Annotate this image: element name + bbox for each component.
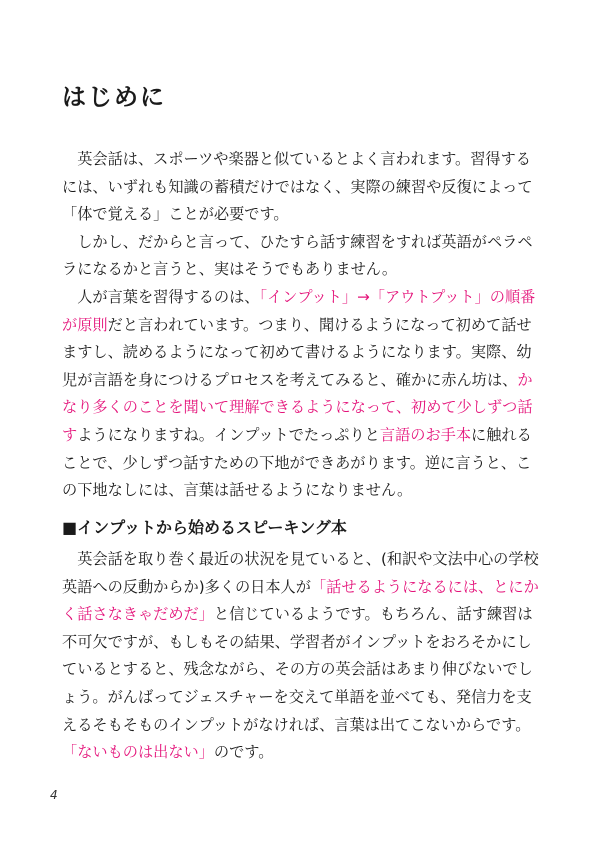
- text-segment: と信じているようです。もちろん、話す練習は不可欠ですが、もしもその結果、学習者がインプットをおろそかにしているとすると、残念ながら、その方の英会話はあまり伸びないでしょう。がんばってジェスチャーを交えて単語を並べても、発信力を支えるそもそものインプットがなければ、言葉は出てこないからです。: [62, 605, 533, 734]
- intro-paragraph-2: しかし、だからと言って、ひたすら話す練習をすれば英語がペラペラになるかと言うと、実はそうでもありません。: [62, 232, 533, 279]
- intro-paragraph-3: [62, 284, 542, 505]
- intro-text: [62, 146, 542, 505]
- highlight-language-model: 言語のお手本: [379, 425, 471, 444]
- page-number: 4: [50, 788, 58, 802]
- text-segment: のです。: [213, 743, 274, 762]
- page-title: はじめに: [62, 83, 166, 111]
- text-segment: 人が言葉を習得するのは、: [77, 287, 260, 306]
- text-segment: ようになりますね。インプットでたっぷりと: [77, 425, 380, 444]
- highlight-input-output-order: 「インプット」→「アウトプット」の順番が原則: [62, 287, 536, 334]
- intro-paragraph-1: 英会話は、スポーツや楽器と似ているとよく言われます。習得するには、いずれも知識の蓄積だけではなく、実際の練習や反復によって「体で覚える」ことが必要です。: [62, 150, 533, 224]
- text-segment: に触れることで、少しずつ話すための下地ができあがります。逆に言うと、この下地なしには、言葉は話せるようになりません。: [62, 425, 532, 500]
- section-paragraph-1: [62, 546, 542, 767]
- highlight-must-speak: 「話せるようになるには、とにかく話さなきゃだめだ」: [62, 577, 539, 624]
- highlight-listen-then-speak: かなり多くのことを聞いて理解できるようになって、初めて少しずつ話す: [62, 370, 533, 444]
- text-segment: 英会話を取り巻く最近の状況を見ていると、(和訳や文法中心の学校英語への反動からか)多くの日本人が: [62, 550, 539, 596]
- text-segment: だと言われています。つまり、聞けるようになって初めて話せますし、読めるようになって初めて書けるようになります。実際、幼児が言語を身につけるプロセスを考えてみると、確かに赤ん坊は、: [62, 315, 532, 389]
- section-heading: ■インプットから始めるスピーキング本: [62, 518, 347, 537]
- highlight-nothing-out: 「ないものは出ない」: [62, 743, 214, 762]
- section-text: [62, 546, 542, 767]
